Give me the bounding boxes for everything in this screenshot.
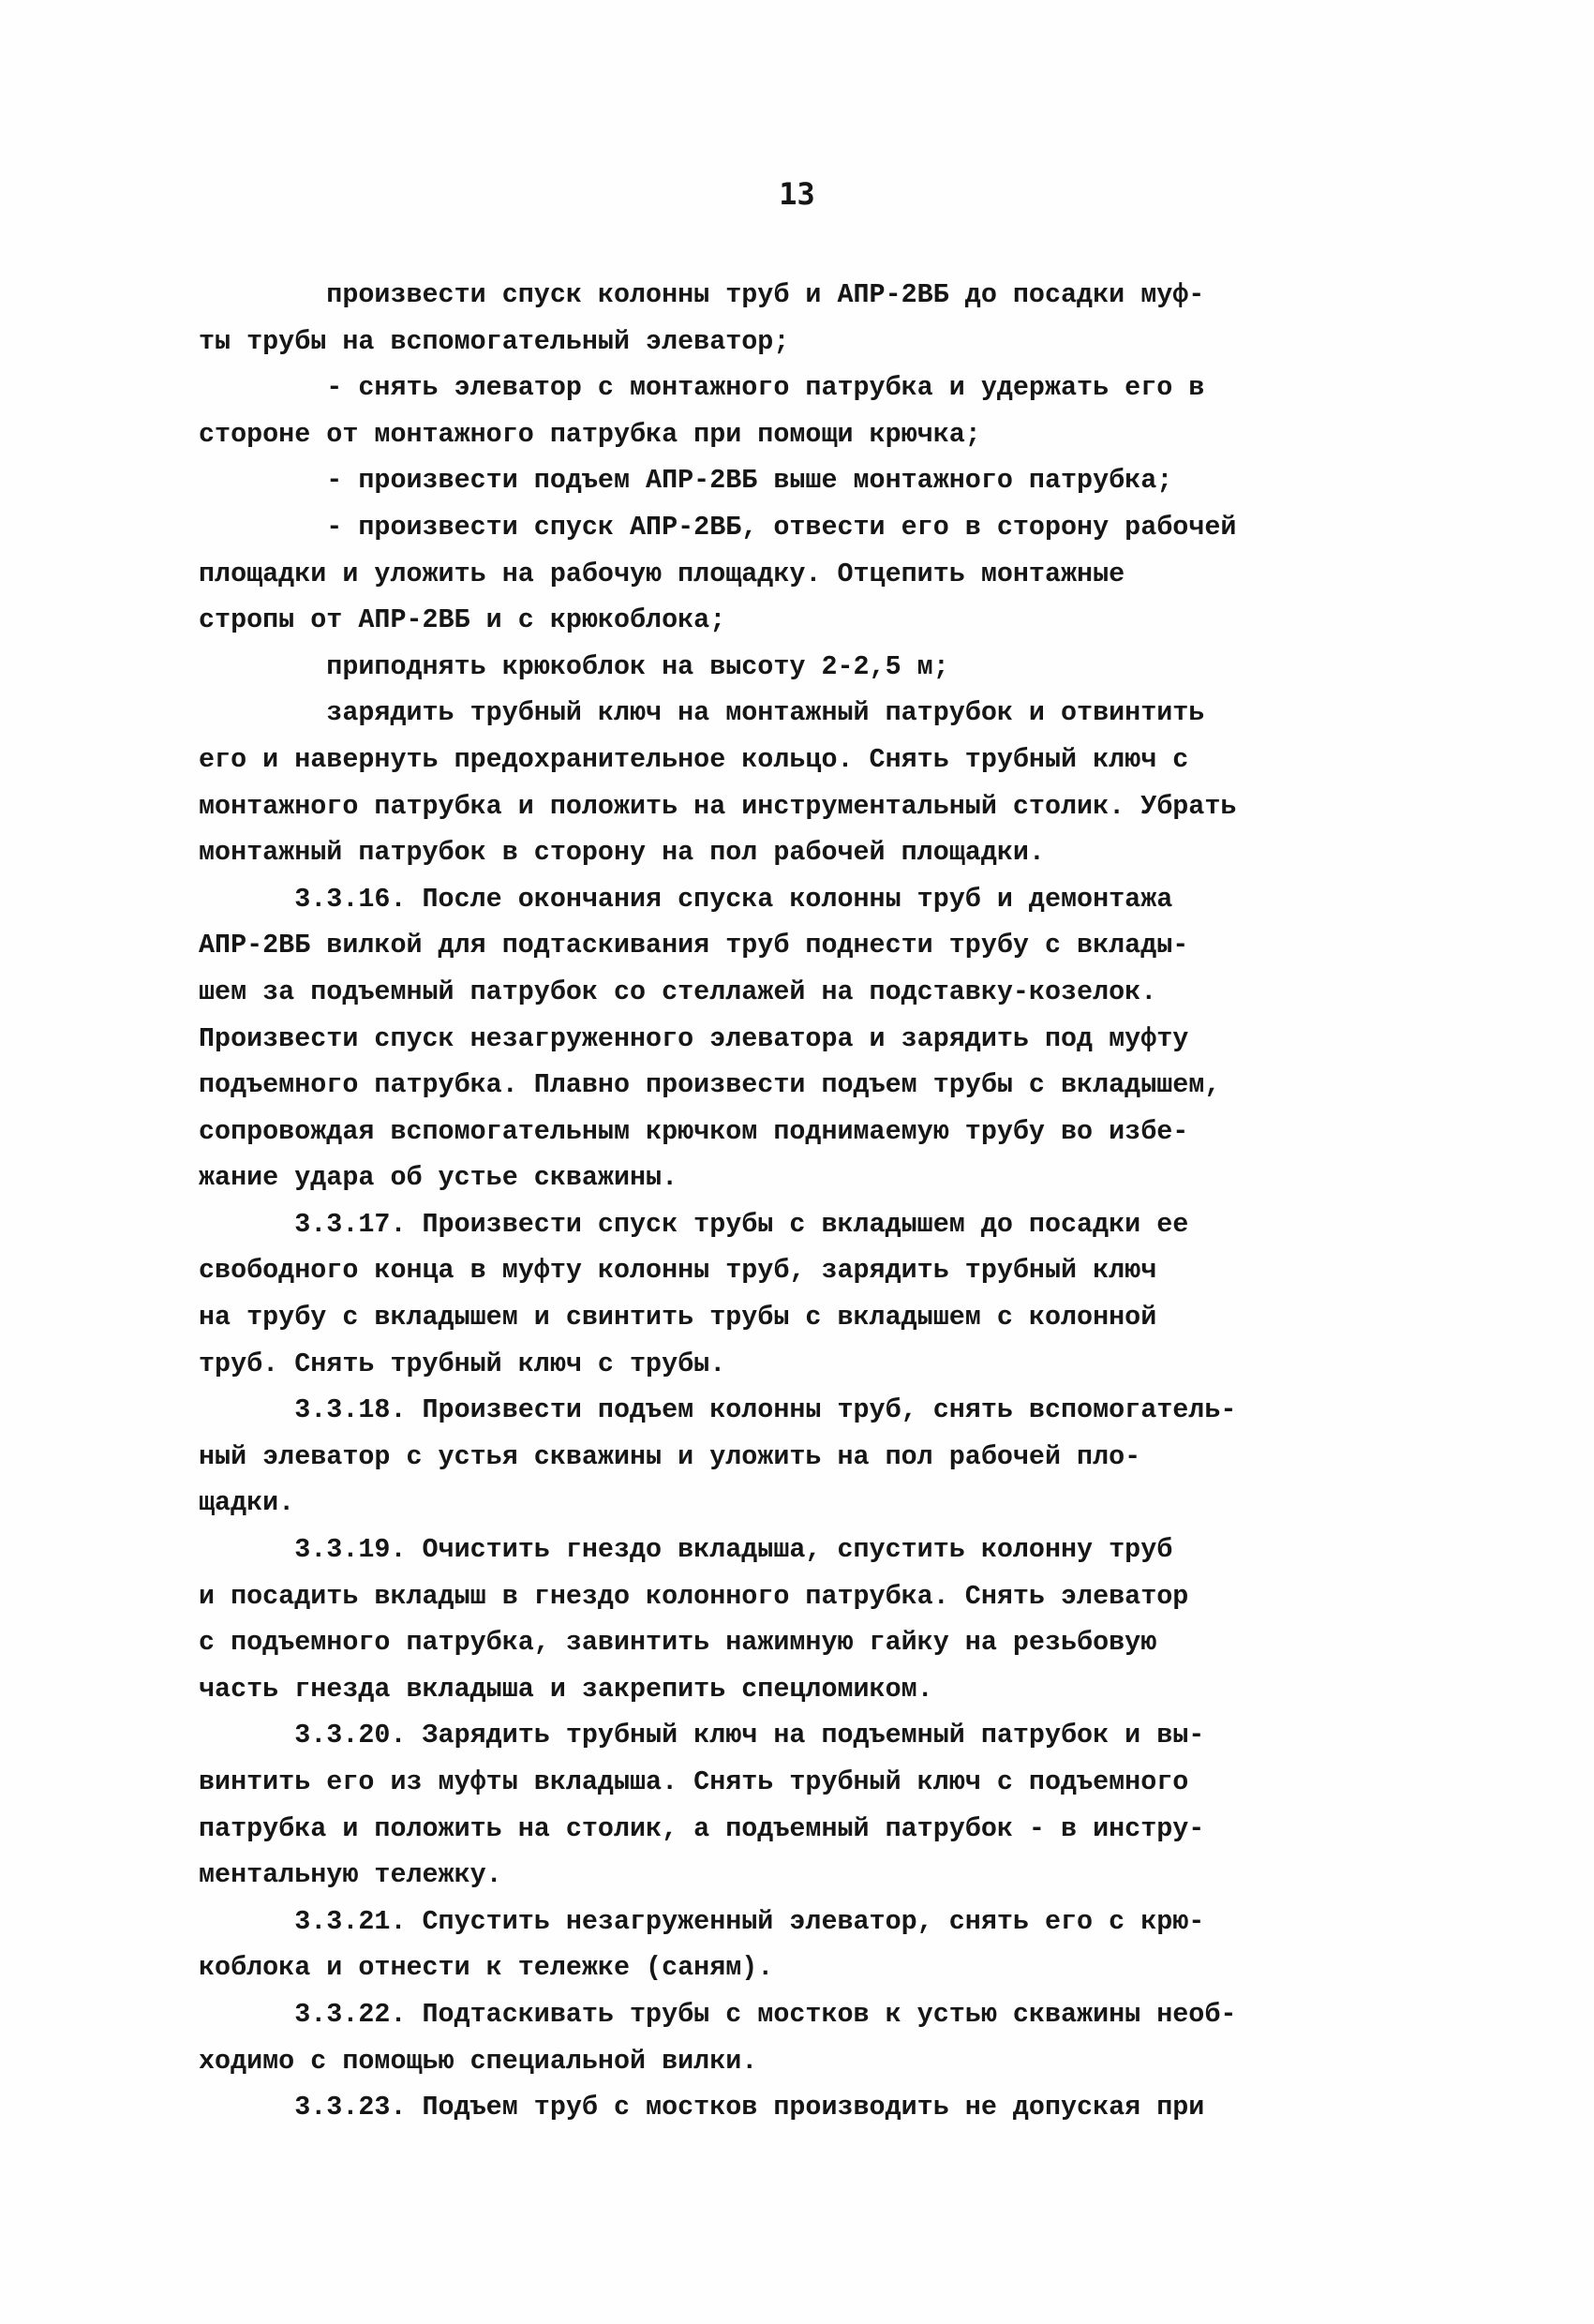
text-line: - произвести спуск АПР-2ВБ, отвести его в сторону рабочей: [199, 511, 1237, 543]
text-line: зарядить трубный ключ на монтажный патрубок и отвинтить: [199, 697, 1205, 729]
text-line: труб. Снять трубный ключ с трубы.: [199, 1348, 726, 1379]
text-line: - произвести подъем АПР-2ВБ выше монтажного патрубка;: [199, 465, 1173, 497]
text-line: часть гнезда вкладыша и закрепить спецломиком.: [199, 1673, 933, 1705]
text-line: приподнять крюкоблок на высоту 2-2,5 м;: [199, 650, 949, 682]
text-line: монтажного патрубка и положить на инструментальный столик. Убрать: [199, 790, 1237, 822]
text-line: и посадить вкладыш в гнездо колонного патрубка. Снять элеватор: [199, 1580, 1189, 1612]
text-line: его и навернуть предохранительное кольцо. Снять трубный ключ с: [199, 743, 1189, 775]
text-line: стороне от монтажного патрубка при помощи крючка;: [199, 418, 981, 450]
text-line: жание удара об устье скважины.: [199, 1162, 678, 1194]
text-line: Произвести спуск незагруженного элеватора и зарядить под муфту: [199, 1022, 1189, 1054]
text-line: патрубка и положить на столик, а подъемный патрубок - в инстру-: [199, 1812, 1205, 1844]
text-line: 3.3.22. Подтаскивать трубы с мостков к устью скважины необ-: [199, 1998, 1237, 2030]
text-line: произвести спуск колонны труб и АПР-2ВБ до посадки муф-: [199, 279, 1205, 310]
text-line: с подъемного патрубка, завинтить нажимную гайку на резьбовую: [199, 1627, 1157, 1659]
text-line: 3.3.23. Подъем труб с мостков производить не допуская при: [199, 2092, 1205, 2123]
text-line: - снять элеватор с монтажного патрубка и удержать его в: [199, 372, 1205, 404]
text-line: ты трубы на вспомогательный элеватор;: [199, 325, 790, 357]
text-line: сопровождая вспомогательным крючком поднимаемую трубу во избе-: [199, 1115, 1189, 1147]
page-number: 13: [779, 176, 815, 212]
text-line: 3.3.16. После окончания спуска колонны труб и демонтажа: [199, 883, 1173, 915]
text-line: щадки.: [199, 1487, 295, 1519]
text-line: на трубу с вкладышем и свинтить трубы с вкладышем с колонной: [199, 1302, 1157, 1333]
text-line: 3.3.20. Зарядить трубный ключ на подъемный патрубок и вы-: [199, 1720, 1205, 1751]
text-line: АПР-2ВБ вилкой для подтаскивания труб поднести трубу с вклады-: [199, 930, 1189, 961]
text-line: ный элеватор с устья скважины и уложить на пол рабочей пло-: [199, 1440, 1141, 1472]
text-line: стропы от АПР-2ВБ и с крюкоблока;: [199, 604, 726, 636]
text-line: коблока и отнести к тележке (саням).: [199, 1952, 774, 1984]
body-text: [199, 272, 1408, 2131]
text-line: шем за подъемный патрубок со стеллажей на подставку-козелок.: [199, 976, 1157, 1007]
text-line: 3.3.17. Произвести спуск трубы с вкладышем до посадки ее: [199, 1208, 1189, 1240]
text-line: 3.3.21. Спустить незагруженный элеватор, снять его с крю-: [199, 1905, 1205, 1937]
text-line: площадки и уложить на рабочую площадку. Отцепить монтажные: [199, 558, 1125, 589]
text-line: ходимо с помощью специальной вилки.: [199, 2045, 758, 2077]
text-line: 3.3.19. Очистить гнездо вкладыша, спустить колонну труб: [199, 1534, 1173, 1566]
text-line: монтажный патрубок в сторону на пол рабочей площадки.: [199, 837, 1045, 869]
text-line: винтить его из муфты вкладыша. Снять трубный ключ с подъемного: [199, 1766, 1189, 1797]
text-line: подъемного патрубка. Плавно произвести подъем трубы с вкладышем,: [199, 1069, 1221, 1101]
text-line: ментальную тележку.: [199, 1859, 502, 1891]
text-line: свободного конца в муфту колонны труб, зарядить трубный ключ: [199, 1255, 1157, 1287]
text-line: 3.3.18. Произвести подъем колонны труб, снять вспомогатель-: [199, 1394, 1237, 1426]
